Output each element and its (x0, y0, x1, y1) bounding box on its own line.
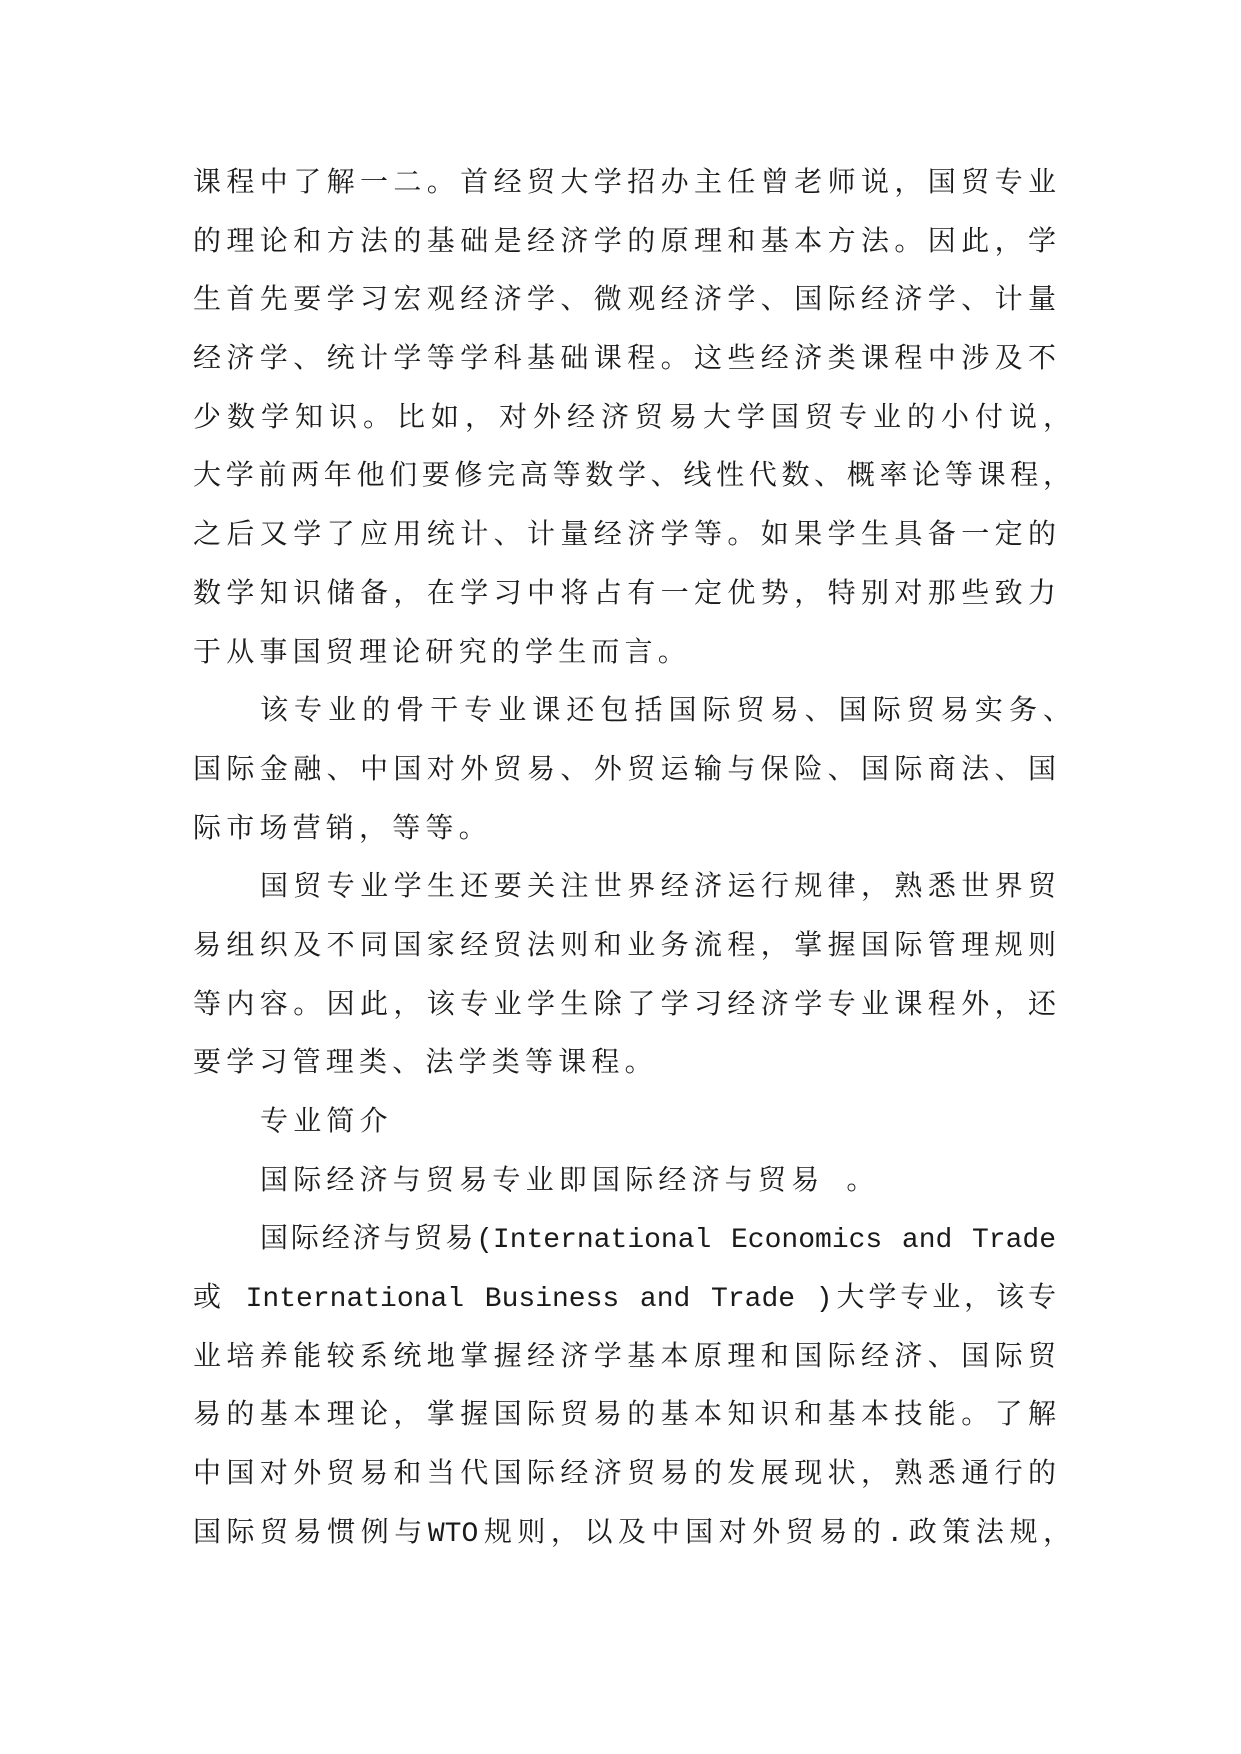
text-line: 之后又学了应用统计、计量经济学等。如果学生具备一定的 (193, 521, 1056, 553)
text-line: 易的基本理论，掌握国际贸易的基本知识和基本技能。了解 (193, 1401, 1056, 1433)
text-line: 国际金融、中国对外贸易、外贸运输与保险、国际商法、国 (193, 755, 1056, 787)
text-line: 经济学、统计学等学科基础课程。这些经济类课程中涉及不 (193, 345, 1056, 377)
text-line: 大学前两年他们要修完高等数学、线性代数、概率论等课程， (193, 462, 1071, 494)
document-page (193, 156, 1073, 1565)
text-line: 等内容。因此，该专业学生除了学习经济学专业课程外，还 (193, 990, 1056, 1022)
paragraph (193, 1154, 1073, 1213)
text-line: 际市场营销，等等。 (193, 814, 492, 846)
text-line: 课程中了解一二。首经贸大学招办主任曾老师说，国贸专业 (193, 169, 1056, 200)
paragraph (193, 684, 1073, 860)
text-line: 数学知识储备，在学习中将占有一定优势，特别对那些致力 (193, 579, 1056, 611)
paragraph (193, 156, 1073, 684)
text-line: 生首先要学习宏观经济学、微观经济学、国际经济学、计量 (193, 286, 1056, 318)
text-line: 国际经济与贸易专业即国际经济与贸易 。 (260, 1166, 880, 1198)
text-line: 该专业的骨干专业课还包括国际贸易、国际贸易实务、 (260, 697, 1071, 729)
paragraph (193, 860, 1073, 1095)
text-line: 要学习管理类、法学类等课程。 (193, 1049, 658, 1081)
text-line: 中国对外贸易和当代国际经济贸易的发展现状，熟悉通行的 (193, 1460, 1056, 1492)
text-line: 于从事国贸理论研究的学生而言。 (193, 638, 692, 670)
text-line: 国际贸易惯例与WTO规则，以及中国对外贸易的.政策法规， (193, 1518, 1071, 1550)
text-line: 的理论和方法的基础是经济学的原理和基本方法。因此，学 (193, 227, 1056, 259)
text-line: 或 International Business and Trade )大学专业，该专 (193, 1284, 1056, 1316)
text-line: 少数学知识。比如，对外经济贸易大学国贸专业的小付说， (193, 403, 1071, 435)
text-line: 专业简介 (260, 1108, 393, 1139)
paragraph (193, 1212, 1073, 1564)
section-heading (193, 1095, 1073, 1154)
text-line: 国贸专业学生还要关注世界经济运行规律，熟悉世界贸 (260, 873, 1056, 905)
text-line: 国际经济与贸易(International Economics and Trade (260, 1225, 1056, 1257)
text-line: 易组织及不同国家经贸法则和业务流程，掌握国际管理规则 (193, 931, 1056, 963)
text-line: 业培养能较系统地掌握经济学基本原理和国际经济、国际贸 (193, 1342, 1056, 1374)
